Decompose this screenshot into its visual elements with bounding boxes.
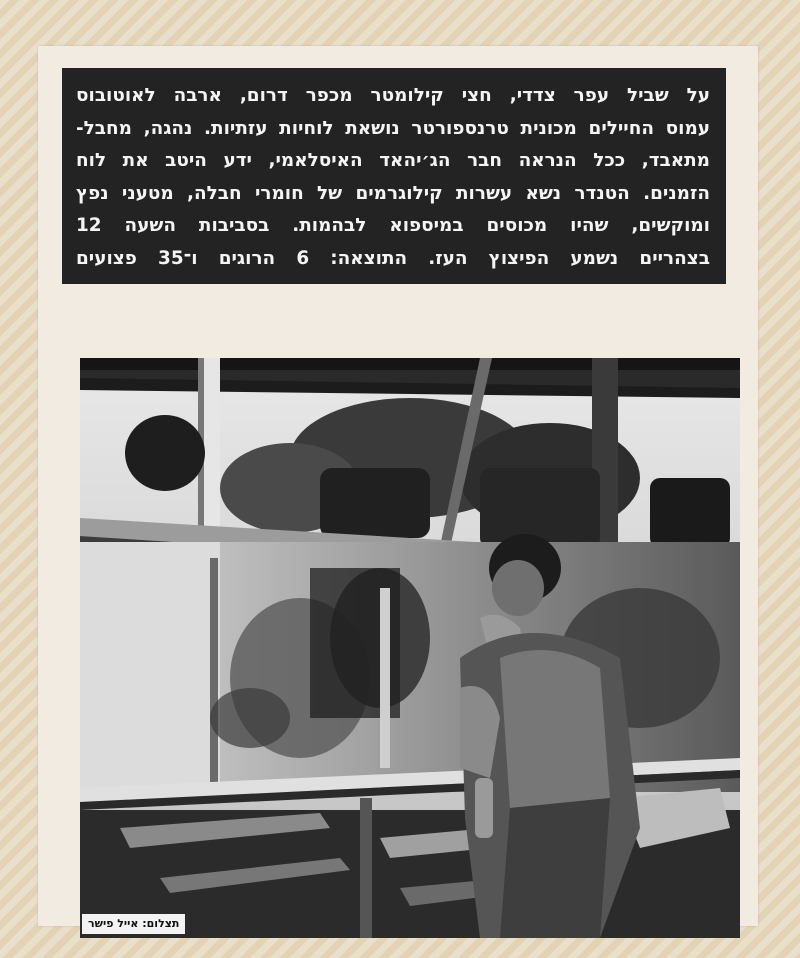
caption-line: עמוס החיילים מכונית טרנספורטר נושאת לוחיות עזתיות. נהגה, מחבל-: [76, 117, 710, 139]
photo-image: [80, 358, 740, 938]
caption-line: הזמנים. הטנדר נשא עשרות קילוגרמים של חומרי חבלה, מטעני נפץ: [76, 182, 710, 204]
caption-line: מתאבד, ככל הנראה חבר הג׳יהאד האיסלאמי, ידע היטב את לוח: [76, 150, 710, 171]
caption-box: [62, 68, 726, 284]
caption-line: בצהריים נשמע הפיצוץ העז. התוצאה: 6 הרוגים ו־35 פצועים: [76, 247, 710, 269]
photo-credit: תצלום: אייל פישר: [82, 914, 185, 934]
caption-line: על שביל עפר צדדי, חצי קילומטר מכפר דרום, ארבה לאוטובוס: [76, 85, 710, 106]
bus-wreck-photo: [80, 358, 740, 938]
caption-line: ומוקשים, שהיו מכוסים במיספוא לבהמות. בסביבות השעה 12: [76, 215, 710, 236]
